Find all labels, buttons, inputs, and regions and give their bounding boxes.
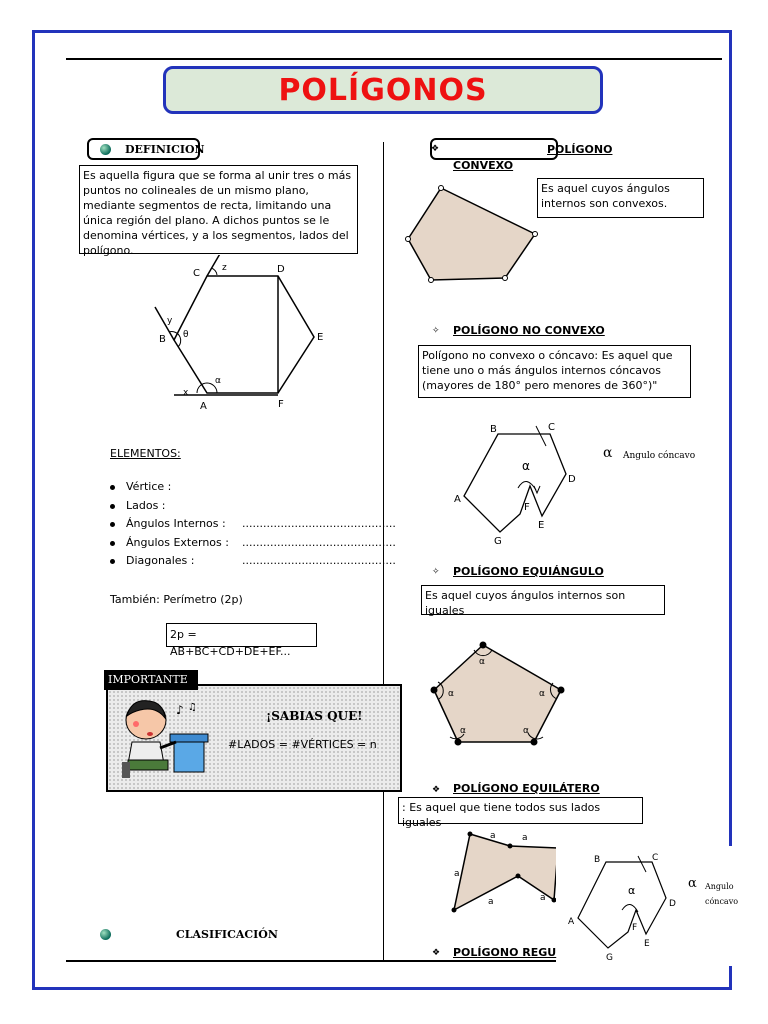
legend-alpha-symbol: α [603,445,613,461]
definicion-heading: DEFINICION [125,143,205,156]
no-convexo-heading: POLÍGONO NO CONVEXO [453,324,605,337]
angle-alpha: α [448,689,454,699]
vertex-f-label: F [278,399,284,410]
item-label: Lados : [126,498,166,512]
equilatero-heading: POLÍGONO EQUILÁTERO [453,782,600,795]
vertex-e-label: E [644,939,650,949]
item-dots: ............................................ [242,554,396,567]
concave-polygon-diagram-copy [566,848,676,964]
convexo-text: Es aquel cuyos ángulos internos son convexos. [537,178,704,218]
equiangulo-text: Es aquel cuyos ángulos internos son iguales [421,585,665,615]
overlay-concave-panel [556,846,768,966]
angle-alpha-label: α [628,884,636,897]
convexo-pill [430,138,558,160]
vertex-c-label: C [652,853,659,863]
list-item [110,554,396,573]
vertex-d-label: D [669,899,676,909]
item-label: Vértice : [126,480,172,493]
list-item [110,535,396,555]
angle-theta-label: θ [183,330,189,340]
list-item [110,480,229,499]
page-title: POLÍGONOS [278,73,488,108]
convex-polygon-diagram [402,182,552,288]
elementos-list [110,480,396,573]
vertex-c-label: C [548,422,555,433]
angle-alpha: α [539,689,545,699]
convexo-heading-a: POLÍGONO [547,143,613,156]
vertex-b-label: B [490,424,497,435]
vertex-e-label: E [317,332,324,343]
item-label: Ángulos Internos : [126,517,226,530]
globe-bullet-icon [100,929,111,940]
angle-y-label: y [167,316,173,326]
convexo-heading-b: CONVEXO [453,159,514,172]
diamond-bullet-icon: ❖ [432,785,441,795]
item-dots: ............................................ [242,517,396,530]
lados-vertices-relation: #LADOS = #VÉRTICES = n [228,738,377,751]
globe-bullet-icon [100,144,111,155]
concave-polygon-diagram [450,416,580,546]
legend-alpha-symbol: α [688,876,697,891]
diamond-bullet-icon: ✧ [432,326,440,336]
svg-text:♪: ♪ [176,703,184,717]
vertex-a-label: A [454,494,461,505]
angle-x-label: x [183,388,189,398]
svg-text:♫: ♫ [188,702,197,713]
item-label: Diagonales : [126,554,195,567]
diamond-bullet-icon: ❖ [432,948,441,958]
hexagon-diagram [145,255,335,415]
boy-piano-illustration [118,698,214,780]
definicion-text: Es aquella figura que se forma al unir tres o más puntos no colineales de un mismo plano, mediante segmentos de recta, limitando una única región del plano. A dichos puntos se le denomina vértices, y a los segmentos, lados del polígono. [79,165,358,254]
vertex-g-label: G [606,953,613,963]
top-rule [66,58,722,60]
list-item [110,517,396,536]
item-label: Ángulos Externos : [126,535,229,549]
importante-label: IMPORTANTE [104,670,198,690]
vertex-g-label: G [494,536,502,546]
bottom-rule [66,960,556,962]
title-banner [163,66,603,114]
vertex-b-label: B [594,855,601,865]
vertex-f-label: F [632,923,638,933]
vertex-f-label: F [524,502,530,513]
elementos-heading: ELEMENTOS: [110,447,181,460]
equilateral-polygon-diagram [446,828,558,914]
angle-alpha: α [523,726,529,736]
vertex-c-label: C [193,268,200,279]
list-item [110,499,229,518]
diamond-bullet-icon: ❖ [431,144,440,154]
column-divider [383,142,384,960]
vertex-e-label: E [538,520,545,531]
clasificacion-heading: CLASIFICACIÓN [176,928,278,941]
equilatero-text: : Es aquel que tiene todos sus lados iguales [398,797,643,824]
equiangular-polygon-diagram [428,640,572,748]
side-label: a [488,897,494,907]
side-label: a [522,833,528,843]
equiangulo-heading: POLÍGONO EQUIÁNGULO [453,565,604,578]
perimetro-text: También: Perímetro (2p) [110,593,243,606]
angle-alpha: α [460,726,466,736]
vertex-d-label: D [568,474,576,485]
vertex-b-label: B [159,334,166,345]
legend-angulo-concavo: Angulo cóncavo [705,882,739,906]
item-dots: ............................................ [242,535,396,549]
angle-z-label: z [222,263,227,273]
angle-alpha-label: α [522,459,530,473]
angle-alpha: α [479,657,485,667]
diamond-bullet-icon: ✧ [432,567,440,577]
perimetro-formula: 2p = AB+BC+CD+DE+EF... [166,623,317,647]
no-convexo-text: Polígono no convexo o cóncavo: Es aquel que tiene uno o más ángulos internos cóncavos (mayores de 180° pero menores de 360°)" [418,345,691,398]
vertex-a-label: A [568,917,575,927]
regular-heading: POLÍGONO REGU [453,946,557,959]
legend-angulo-concavo: Angulo cóncavo [623,451,696,461]
vertex-a-label: A [200,401,207,412]
angle-alpha-label: α [215,376,221,386]
side-label: a [454,869,460,879]
vertex-d-label: D [277,264,285,275]
side-label: a [490,831,496,841]
sabias-que: ¡SABIAS QUE! [266,709,363,723]
side-label: a [540,893,546,903]
